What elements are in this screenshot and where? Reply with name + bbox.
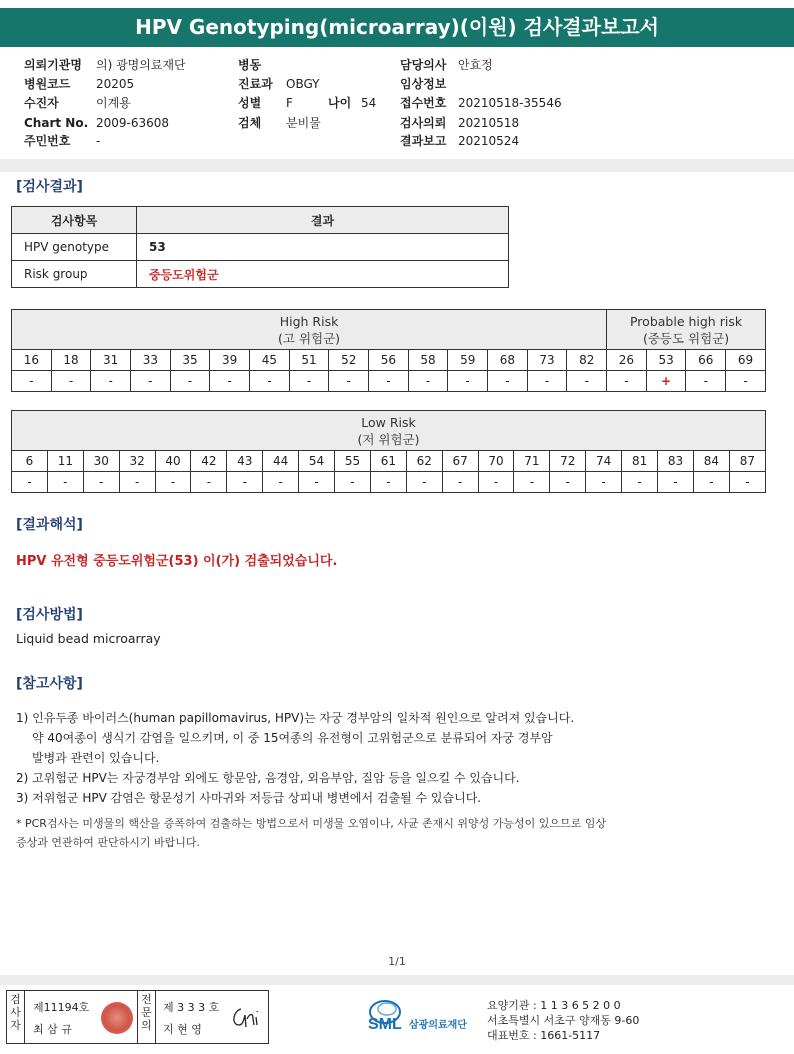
note-line: 약 40여종이 생식기 감염을 일으키며, 이 중 15여종의 유전형이 고위험군으로 분류되어 자궁 경부암 bbox=[32, 731, 553, 745]
info-row bbox=[24, 57, 186, 73]
genotype-result: - bbox=[170, 371, 210, 392]
info-value: 20205 bbox=[96, 77, 135, 91]
genotype-result: - bbox=[729, 472, 765, 493]
genotype-type: 45 bbox=[250, 350, 290, 371]
note-line: 1) 인유두종 바이러스(human papillomavirus, HPV)는 자궁 경부암의 일차적 원인으로 알려져 있습니다. bbox=[16, 711, 575, 725]
genotype-type: 84 bbox=[693, 451, 729, 472]
result-item: HPV genotype bbox=[12, 234, 137, 261]
info-value: 이계용 bbox=[96, 96, 131, 110]
genotype-type: 72 bbox=[550, 451, 586, 472]
probable-risk-sublabel: (중등도 위험군) bbox=[642, 330, 730, 346]
report-title: HPV Genotyping(microarray)(이원) 검사결과보고서 bbox=[0, 8, 794, 47]
table-header-row bbox=[12, 411, 766, 451]
genotype-type: 73 bbox=[527, 350, 567, 371]
genotype-type: 55 bbox=[335, 451, 371, 472]
genotype-result: - bbox=[329, 371, 369, 392]
type-row bbox=[12, 350, 766, 371]
genotype-result: - bbox=[83, 472, 119, 493]
signature-icon bbox=[229, 1005, 263, 1031]
genotype-result: - bbox=[370, 472, 406, 493]
genotype-type: 56 bbox=[369, 350, 409, 371]
genotype-result: - bbox=[91, 371, 131, 392]
genotype-result: - bbox=[586, 472, 622, 493]
doctor-name: 지 현 영 bbox=[163, 1023, 202, 1036]
section-reference-title: [참고사항] bbox=[16, 676, 83, 692]
doctor-number: 제 3 3 3 호 bbox=[163, 1001, 220, 1014]
info-key: 병동 bbox=[238, 58, 262, 72]
genotype-type: 44 bbox=[263, 451, 299, 472]
genotype-result: - bbox=[442, 472, 478, 493]
high-risk-header bbox=[12, 310, 607, 350]
table-row bbox=[12, 234, 509, 261]
org-line: 요양기관 : 1 1 3 6 5 2 0 0 bbox=[487, 999, 621, 1012]
genotype-type: 68 bbox=[488, 350, 528, 371]
genotype-result: + bbox=[646, 371, 686, 392]
sml-logo-icon bbox=[366, 997, 506, 1037]
genotype-type: 69 bbox=[726, 350, 766, 371]
type-row bbox=[12, 451, 766, 472]
section-method-title: [검사방법] bbox=[16, 607, 83, 623]
genotype-type: 81 bbox=[622, 451, 658, 472]
probable-risk-label: Probable high risk bbox=[629, 313, 743, 329]
genotype-result: - bbox=[514, 472, 550, 493]
genotype-result: - bbox=[12, 371, 52, 392]
seal-stamp-icon bbox=[101, 1002, 133, 1034]
info-key: 검체 bbox=[238, 116, 262, 130]
info-key: 임상정보 bbox=[400, 77, 447, 91]
table-header-row bbox=[12, 310, 766, 350]
note-line: 2) 고위험군 HPV는 자궁경부암 외에도 항문암, 음경암, 외음부암, 질암 등을 일으킬 수 있습니다. bbox=[16, 771, 520, 785]
genotype-type: 66 bbox=[686, 350, 726, 371]
genotype-type: 26 bbox=[607, 350, 647, 371]
genotype-type: 67 bbox=[442, 451, 478, 472]
result-row bbox=[12, 371, 766, 392]
genotype-result: - bbox=[335, 472, 371, 493]
info-row bbox=[24, 76, 134, 92]
doctor-label: 전문의 bbox=[138, 991, 156, 1043]
table-row bbox=[12, 261, 509, 288]
low-risk-label: Low Risk bbox=[361, 414, 416, 430]
genotype-type: 42 bbox=[191, 451, 227, 472]
signature-box bbox=[6, 990, 269, 1044]
interpretation-text: HPV 유전형 중등도위험군(53) 이(가) 검출되었습니다. bbox=[16, 554, 338, 569]
genotype-type: 43 bbox=[227, 451, 263, 472]
info-key: 주민번호 bbox=[24, 134, 71, 148]
genotype-result: - bbox=[686, 371, 726, 392]
low-risk-header bbox=[12, 411, 766, 451]
genotype-type: 11 bbox=[47, 451, 83, 472]
genotype-result: - bbox=[567, 371, 607, 392]
genotype-result: - bbox=[478, 472, 514, 493]
footnote-line: 증상과 연관하여 판단하시기 바랍니다. bbox=[16, 836, 201, 849]
genotype-result: - bbox=[131, 371, 171, 392]
info-row bbox=[400, 133, 519, 149]
genotype-result: - bbox=[210, 371, 250, 392]
genotype-result: - bbox=[369, 371, 409, 392]
info-value: 20210518-35546 bbox=[458, 96, 562, 110]
genotype-result: - bbox=[119, 472, 155, 493]
genotype-type: 31 bbox=[91, 350, 131, 371]
reference-notes bbox=[16, 708, 574, 808]
genotype-type: 54 bbox=[299, 451, 335, 472]
info-row bbox=[238, 115, 321, 131]
genotype-result: - bbox=[607, 371, 647, 392]
result-item: Risk group bbox=[12, 261, 137, 288]
genotype-result: - bbox=[658, 472, 694, 493]
info-key: 접수번호 bbox=[400, 96, 447, 110]
info-key: 진료과 bbox=[238, 77, 273, 91]
genotype-type: 59 bbox=[448, 350, 488, 371]
genotype-result: - bbox=[693, 472, 729, 493]
section-interpretation-title: [결과해석] bbox=[16, 517, 83, 533]
method-text: Liquid bead microarray bbox=[16, 631, 161, 646]
genotype-result: - bbox=[227, 472, 263, 493]
info-row bbox=[238, 76, 320, 92]
genotype-type: 83 bbox=[658, 451, 694, 472]
genotype-type: 70 bbox=[478, 451, 514, 472]
genotype-type: 62 bbox=[406, 451, 442, 472]
column-header: 검사항목 bbox=[12, 207, 137, 234]
genotype-type: 30 bbox=[83, 451, 119, 472]
info-key: 결과보고 bbox=[400, 134, 447, 148]
genotype-result: - bbox=[191, 472, 227, 493]
info-row bbox=[24, 115, 169, 131]
genotype-type: 39 bbox=[210, 350, 250, 371]
info-row bbox=[400, 115, 519, 131]
org-name: 삼광의료재단 bbox=[409, 1020, 467, 1031]
genotype-type: 32 bbox=[119, 451, 155, 472]
high-risk-label: High Risk bbox=[279, 313, 339, 329]
info-value: 2009-63608 bbox=[96, 116, 170, 130]
genotype-type: 16 bbox=[12, 350, 52, 371]
genotype-result: - bbox=[263, 472, 299, 493]
info-value: 54 bbox=[361, 96, 377, 110]
footnote bbox=[16, 814, 606, 852]
examiner-name: 최 삼 규 bbox=[33, 1023, 72, 1036]
divider bbox=[0, 975, 794, 985]
genotype-type: 6 bbox=[12, 451, 48, 472]
info-key: 담당의사 bbox=[400, 58, 447, 72]
info-row bbox=[238, 95, 376, 111]
high-risk-sublabel: (고 위험군) bbox=[278, 330, 341, 346]
genotype-type: 35 bbox=[170, 350, 210, 371]
genotype-result: - bbox=[299, 472, 335, 493]
org-line: 서초특별시 서초구 양재동 9-60 bbox=[487, 1014, 640, 1027]
result-value: 53 bbox=[137, 234, 509, 261]
info-key: 의뢰기관명 bbox=[24, 58, 82, 72]
footnote-line: * PCR검사는 미생물의 핵산을 증폭하여 검출하는 방법으로서 미생물 오염이나, 사균 존재시 위양성 가능성이 있으므로 임상 bbox=[16, 817, 606, 830]
info-value: 분비물 bbox=[286, 116, 321, 130]
genotype-result: - bbox=[47, 472, 83, 493]
info-value: 안효정 bbox=[458, 58, 493, 72]
info-value: 의) 광명의료재단 bbox=[96, 58, 186, 72]
genotype-type: 53 bbox=[646, 350, 686, 371]
genotype-result: - bbox=[289, 371, 329, 392]
examiner-number: 제11194호 bbox=[33, 1001, 90, 1014]
info-row bbox=[238, 57, 286, 73]
info-row bbox=[400, 57, 493, 73]
genotype-result: - bbox=[12, 472, 48, 493]
divider bbox=[0, 159, 794, 172]
genotype-type: 61 bbox=[370, 451, 406, 472]
info-value: 20210524 bbox=[458, 134, 520, 148]
genotype-type: 82 bbox=[567, 350, 607, 371]
low-risk-table bbox=[11, 410, 766, 493]
info-key: 병원코드 bbox=[24, 77, 71, 91]
info-row bbox=[24, 95, 131, 111]
info-value: OBGY bbox=[286, 77, 320, 91]
section-result-title: [검사결과] bbox=[16, 179, 83, 195]
genotype-type: 74 bbox=[586, 451, 622, 472]
logo-text: SML bbox=[368, 1016, 402, 1033]
info-value: - bbox=[96, 134, 101, 148]
info-key: 나이 bbox=[328, 96, 352, 110]
table-header-row bbox=[12, 207, 509, 234]
genotype-result: - bbox=[448, 371, 488, 392]
genotype-type: 87 bbox=[729, 451, 765, 472]
result-value: 중등도위험군 bbox=[137, 261, 509, 288]
genotype-type: 40 bbox=[155, 451, 191, 472]
genotype-type: 58 bbox=[408, 350, 448, 371]
genotype-result: - bbox=[408, 371, 448, 392]
info-key: 검사의뢰 bbox=[400, 116, 447, 130]
genotype-result: - bbox=[550, 472, 586, 493]
info-value: 20210518 bbox=[458, 116, 520, 130]
info-key: 성별 bbox=[238, 96, 262, 110]
genotype-result: - bbox=[488, 371, 528, 392]
info-row bbox=[24, 133, 100, 149]
page-number: 1/1 bbox=[388, 955, 406, 968]
info-row bbox=[400, 76, 458, 92]
genotype-type: 51 bbox=[289, 350, 329, 371]
examiner-label: 검사자 bbox=[7, 991, 25, 1043]
info-key: Chart No. bbox=[24, 116, 89, 130]
result-row bbox=[12, 472, 766, 493]
genotype-type: 71 bbox=[514, 451, 550, 472]
result-table bbox=[11, 206, 509, 288]
probable-risk-header bbox=[607, 310, 766, 350]
note-line: 발병과 관련이 있습니다. bbox=[32, 751, 160, 765]
patient-info bbox=[0, 57, 794, 157]
info-key: 수진자 bbox=[24, 96, 59, 110]
info-row bbox=[400, 95, 562, 111]
genotype-result: - bbox=[250, 371, 290, 392]
column-header: 결과 bbox=[137, 207, 509, 234]
info-value: F bbox=[286, 96, 293, 110]
genotype-type: 18 bbox=[51, 350, 91, 371]
high-risk-table bbox=[11, 309, 766, 392]
org-contact bbox=[487, 998, 639, 1043]
genotype-result: - bbox=[406, 472, 442, 493]
genotype-result: - bbox=[622, 472, 658, 493]
genotype-result: - bbox=[527, 371, 567, 392]
org-line: 대표번호 : 1661-5117 bbox=[487, 1029, 601, 1042]
genotype-type: 52 bbox=[329, 350, 369, 371]
genotype-result: - bbox=[155, 472, 191, 493]
note-line: 3) 저위험군 HPV 감염은 항문성기 사마귀와 저등급 상피내 병변에서 검출될 수 있습니다. bbox=[16, 791, 482, 805]
genotype-type: 33 bbox=[131, 350, 171, 371]
genotype-result: - bbox=[726, 371, 766, 392]
low-risk-sublabel: (저 위험군) bbox=[357, 431, 420, 447]
genotype-result: - bbox=[51, 371, 91, 392]
